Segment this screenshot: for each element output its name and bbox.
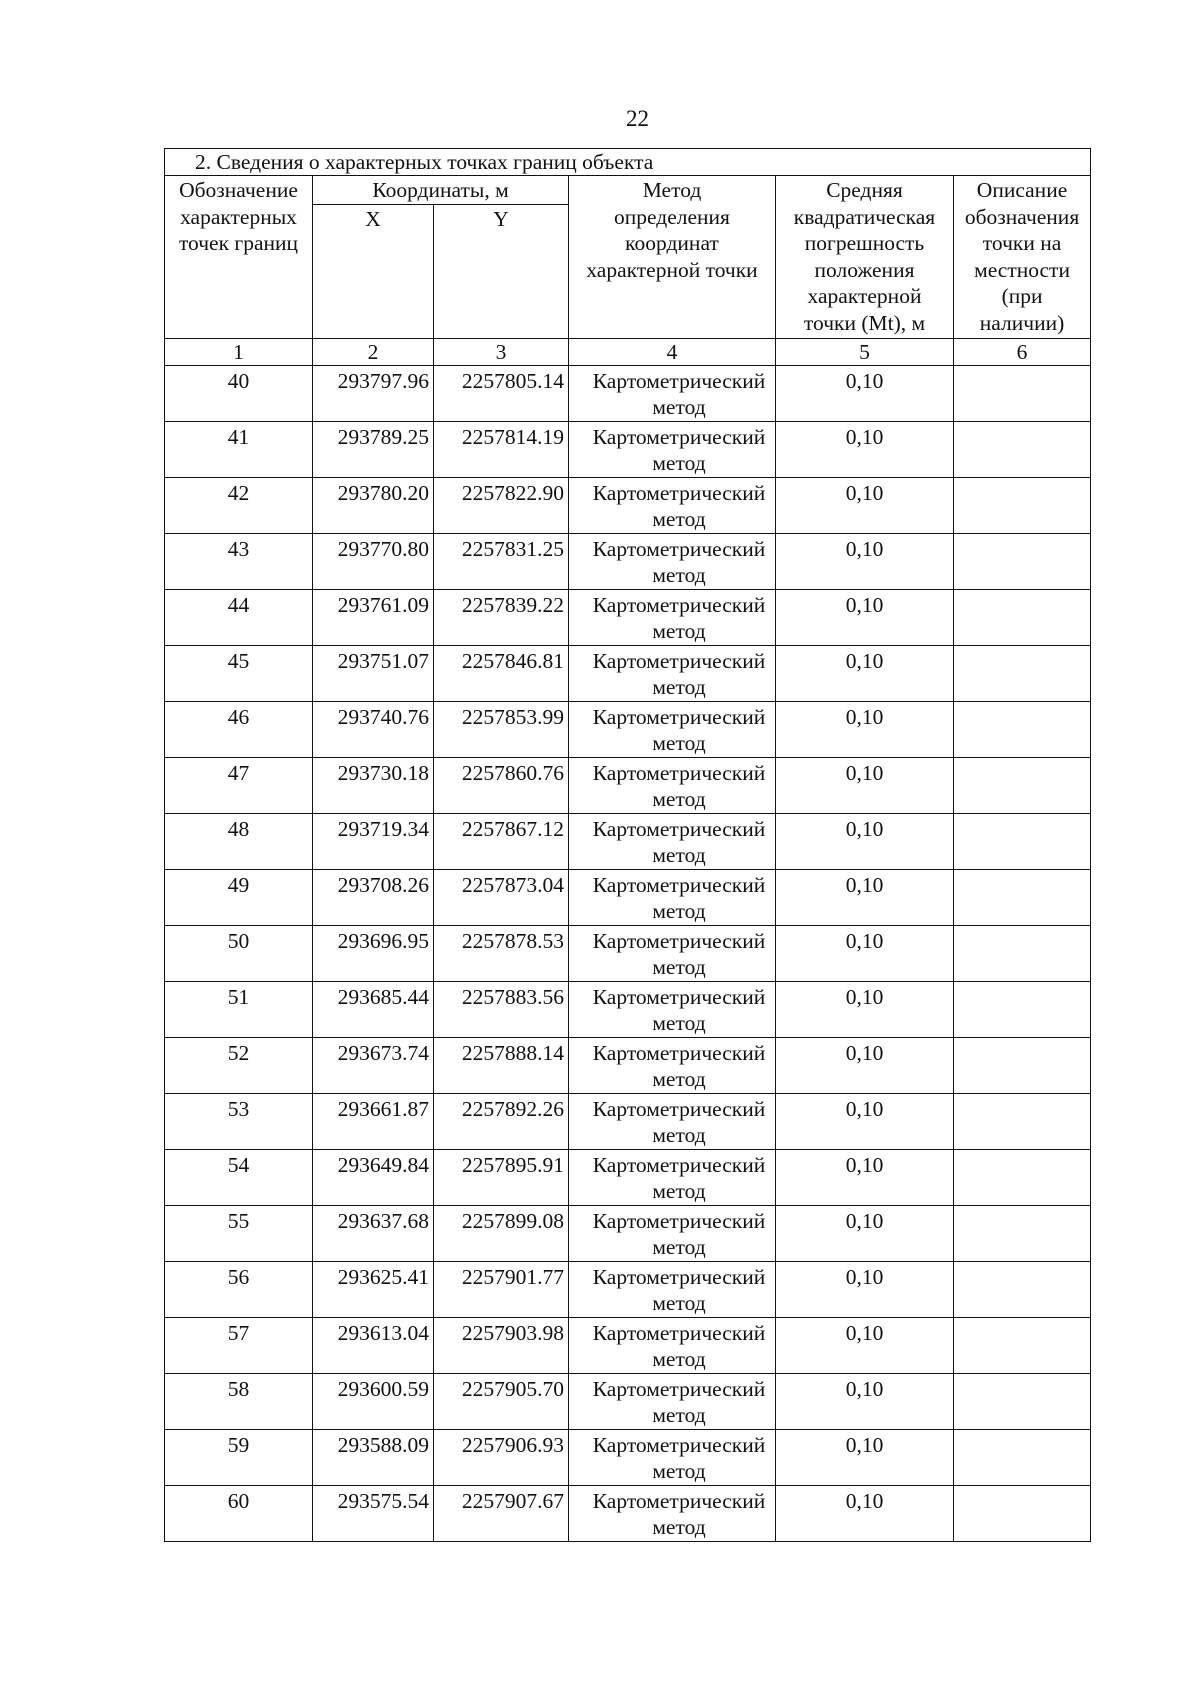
y-coordinate-cell: 2257867.12	[434, 813, 569, 869]
column-number: 4	[569, 338, 776, 365]
cell-text-line: местности	[974, 257, 1070, 282]
cell-text-line: метод	[652, 1291, 706, 1315]
cell-text-line: Картометрический	[592, 760, 766, 785]
y-coordinate-cell: 2257892.26	[434, 1093, 569, 1149]
x-coordinate-cell: 293770.80	[313, 533, 434, 589]
cell-text-line: Картометрический	[592, 1488, 766, 1513]
cell-text-line: Картометрический	[592, 872, 766, 897]
accuracy-cell: 0,10	[776, 477, 954, 533]
column-numbers-row	[165, 338, 1091, 365]
cell-text-line: характерной	[807, 284, 922, 308]
accuracy-cell: 0,10	[776, 757, 954, 813]
x-coordinate-cell: 293708.26	[313, 869, 434, 925]
table-row	[165, 1037, 1091, 1093]
cell-text-line: точки на	[982, 231, 1062, 255]
accuracy-cell: 0,10	[776, 1429, 954, 1485]
x-coordinate-cell: 293685.44	[313, 981, 434, 1037]
method-cell	[569, 477, 776, 533]
method-cell	[569, 421, 776, 477]
table-row	[165, 421, 1091, 477]
description-cell	[954, 1205, 1091, 1261]
point-id-cell: 47	[165, 757, 313, 813]
column-number: 5	[776, 338, 954, 365]
method-cell	[569, 701, 776, 757]
point-id-cell: 46	[165, 701, 313, 757]
table-row	[165, 981, 1091, 1037]
cell-text-line: Картометрический	[592, 1376, 766, 1401]
x-coordinate-cell: 293730.18	[313, 757, 434, 813]
y-coordinate-cell: 2257839.22	[434, 589, 569, 645]
cell-text-line: Картометрический	[592, 1152, 766, 1177]
description-cell	[954, 1093, 1091, 1149]
table-row	[165, 757, 1091, 813]
method-cell	[569, 1317, 776, 1373]
x-coordinate-cell: 293600.59	[313, 1373, 434, 1429]
method-cell	[569, 1037, 776, 1093]
cell-text-line: метод	[652, 507, 706, 531]
column-number: 3	[434, 338, 569, 365]
y-coordinate-cell: 2257873.04	[434, 869, 569, 925]
description-cell	[954, 1317, 1091, 1373]
y-coordinate-cell: 2257831.25	[434, 533, 569, 589]
cell-text-line: метод	[652, 451, 706, 475]
method-cell	[569, 869, 776, 925]
method-cell	[569, 365, 776, 421]
cell-text-line: Метод	[642, 178, 702, 202]
y-coordinate-cell: 2257903.98	[434, 1317, 569, 1373]
y-coordinate-cell: 2257814.19	[434, 421, 569, 477]
method-cell	[569, 1373, 776, 1429]
description-cell	[954, 1149, 1091, 1205]
cell-text-line: метод	[652, 619, 706, 643]
y-coordinate-cell: 2257878.53	[434, 925, 569, 981]
x-coordinate-cell: 293625.41	[313, 1261, 434, 1317]
table-row	[165, 1205, 1091, 1261]
accuracy-cell: 0,10	[776, 925, 954, 981]
accuracy-cell: 0,10	[776, 1205, 954, 1261]
cell-text-line: метод	[652, 1011, 706, 1035]
y-coordinate-cell: 2257906.93	[434, 1429, 569, 1485]
description-cell	[954, 1485, 1091, 1541]
table-row	[165, 365, 1091, 421]
y-coordinate-cell: 2257907.67	[434, 1485, 569, 1541]
cell-text-line: метод	[652, 395, 706, 419]
cell-text-line: метод	[652, 1067, 706, 1091]
cell-text-line: Обозначение	[179, 178, 298, 202]
x-coordinate-cell: 293575.54	[313, 1485, 434, 1541]
description-cell	[954, 477, 1091, 533]
table-row	[165, 1317, 1091, 1373]
point-id-cell: 55	[165, 1205, 313, 1261]
point-id-cell: 49	[165, 869, 313, 925]
cell-text-line: метод	[652, 731, 706, 755]
cell-text-line: Картометрический	[592, 1208, 766, 1233]
method-cell	[569, 1093, 776, 1149]
method-cell	[569, 533, 776, 589]
x-coordinate-cell: 293673.74	[313, 1037, 434, 1093]
x-coordinate-cell: 293613.04	[313, 1317, 434, 1373]
description-cell	[954, 1261, 1091, 1317]
cell-text-line: обозначения	[964, 204, 1080, 229]
description-cell	[954, 1429, 1091, 1485]
table-row	[165, 925, 1091, 981]
accuracy-cell: 0,10	[776, 1373, 954, 1429]
column-number: 1	[165, 338, 313, 365]
cell-text-line: Картометрический	[592, 704, 766, 729]
method-cell	[569, 925, 776, 981]
cell-text-line: Картометрический	[592, 480, 766, 505]
description-cell	[954, 1037, 1091, 1093]
cell-text-line: метод	[652, 843, 706, 867]
y-coordinate-cell: 2257805.14	[434, 365, 569, 421]
point-id-cell: 42	[165, 477, 313, 533]
cell-text-line: Картометрический	[592, 1432, 766, 1457]
x-coordinate-cell: 293637.68	[313, 1205, 434, 1261]
cell-text-line: Картометрический	[592, 648, 766, 673]
point-id-cell: 52	[165, 1037, 313, 1093]
y-coordinate-cell: 2257905.70	[434, 1373, 569, 1429]
table-row	[165, 1093, 1091, 1149]
y-coordinate-cell: 2257853.99	[434, 701, 569, 757]
point-id-cell: 40	[165, 365, 313, 421]
cell-text-line: наличии)	[979, 310, 1065, 335]
cell-text-line: погрешность	[804, 231, 925, 255]
description-cell	[954, 589, 1091, 645]
header-accuracy	[776, 176, 954, 339]
accuracy-cell: 0,10	[776, 645, 954, 701]
method-cell	[569, 645, 776, 701]
cell-text-line: метод	[652, 955, 706, 979]
cell-text-line: метод	[652, 1235, 706, 1259]
point-id-cell: 41	[165, 421, 313, 477]
method-cell	[569, 813, 776, 869]
cell-text-line: метод	[652, 787, 706, 811]
point-id-cell: 43	[165, 533, 313, 589]
cell-text-line: квадратическая	[793, 204, 936, 229]
point-id-cell: 50	[165, 925, 313, 981]
point-id-cell: 45	[165, 645, 313, 701]
table-row	[165, 477, 1091, 533]
description-cell	[954, 701, 1091, 757]
cell-text-line: Картометрический	[592, 1320, 766, 1345]
description-cell	[954, 1373, 1091, 1429]
cell-text-line: метод	[652, 1403, 706, 1427]
point-id-cell: 44	[165, 589, 313, 645]
table-title-row	[165, 149, 1091, 176]
cell-text-line: Средняя	[826, 178, 903, 202]
boundary-points-table	[164, 148, 1091, 1542]
x-coordinate-cell: 293649.84	[313, 1149, 434, 1205]
cell-text-line: точки (Mt), м	[803, 310, 926, 335]
point-id-cell: 48	[165, 813, 313, 869]
header-description	[954, 176, 1091, 339]
accuracy-cell: 0,10	[776, 1317, 954, 1373]
table-row	[165, 1373, 1091, 1429]
header-method	[569, 176, 776, 339]
description-cell	[954, 645, 1091, 701]
x-coordinate-cell: 293588.09	[313, 1429, 434, 1485]
table-row	[165, 1261, 1091, 1317]
cell-text-line: положения	[814, 257, 915, 282]
cell-text-line: (при	[1001, 284, 1043, 308]
cell-text-line: Картометрический	[592, 1264, 766, 1289]
header-row-1	[165, 176, 1091, 205]
y-coordinate-cell: 2257822.90	[434, 477, 569, 533]
point-id-cell: 51	[165, 981, 313, 1037]
header-y: Y	[434, 204, 569, 338]
cell-text-line: Картометрический	[592, 1096, 766, 1121]
point-id-cell: 59	[165, 1429, 313, 1485]
accuracy-cell: 0,10	[776, 869, 954, 925]
cell-text-line: метод	[652, 1123, 706, 1147]
cell-text-line: метод	[652, 1179, 706, 1203]
method-cell	[569, 981, 776, 1037]
point-id-cell: 56	[165, 1261, 313, 1317]
x-coordinate-cell: 293740.76	[313, 701, 434, 757]
x-coordinate-cell: 293789.25	[313, 421, 434, 477]
accuracy-cell: 0,10	[776, 589, 954, 645]
method-cell	[569, 757, 776, 813]
x-coordinate-cell: 293751.07	[313, 645, 434, 701]
description-cell	[954, 533, 1091, 589]
x-coordinate-cell: 293797.96	[313, 365, 434, 421]
table-row	[165, 533, 1091, 589]
description-cell	[954, 365, 1091, 421]
header-x: X	[313, 204, 434, 338]
cell-text-line: метод	[652, 1459, 706, 1483]
table-title: 2. Сведения о характерных точках границ объекта	[165, 149, 1091, 176]
page-number: 22	[626, 106, 649, 131]
accuracy-cell: 0,10	[776, 813, 954, 869]
accuracy-cell: 0,10	[776, 533, 954, 589]
cell-text-line: Картометрический	[592, 816, 766, 841]
table-row	[165, 869, 1091, 925]
cell-text-line: метод	[652, 1515, 706, 1539]
accuracy-cell: 0,10	[776, 981, 954, 1037]
method-cell	[569, 1485, 776, 1541]
description-cell	[954, 757, 1091, 813]
y-coordinate-cell: 2257846.81	[434, 645, 569, 701]
point-id-cell: 53	[165, 1093, 313, 1149]
y-coordinate-cell: 2257883.56	[434, 981, 569, 1037]
point-id-cell: 57	[165, 1317, 313, 1373]
method-cell	[569, 1149, 776, 1205]
x-coordinate-cell: 293780.20	[313, 477, 434, 533]
cell-text-line: метод	[652, 1347, 706, 1371]
column-number: 6	[954, 338, 1091, 365]
point-id-cell: 60	[165, 1485, 313, 1541]
description-cell	[954, 869, 1091, 925]
method-cell	[569, 1205, 776, 1261]
y-coordinate-cell: 2257895.91	[434, 1149, 569, 1205]
accuracy-cell: 0,10	[776, 365, 954, 421]
accuracy-cell: 0,10	[776, 1261, 954, 1317]
description-cell	[954, 421, 1091, 477]
method-cell	[569, 589, 776, 645]
accuracy-cell: 0,10	[776, 701, 954, 757]
accuracy-cell: 0,10	[776, 1149, 954, 1205]
table-row	[165, 1149, 1091, 1205]
table-row	[165, 589, 1091, 645]
cell-text-line: Картометрический	[592, 536, 766, 561]
table-row	[165, 1485, 1091, 1541]
header-point-designation	[165, 176, 313, 339]
cell-text-line: Описание	[976, 178, 1068, 202]
accuracy-cell: 0,10	[776, 1485, 954, 1541]
table-row	[165, 645, 1091, 701]
x-coordinate-cell: 293719.34	[313, 813, 434, 869]
table-row	[165, 813, 1091, 869]
cell-text-line: точек границ	[178, 231, 299, 255]
cell-text-line: метод	[652, 899, 706, 923]
cell-text-line: характерной точки	[586, 257, 758, 282]
cell-text-line: Картометрический	[592, 592, 766, 617]
y-coordinate-cell: 2257860.76	[434, 757, 569, 813]
cell-text-line: Картометрический	[592, 368, 766, 393]
header-coordinates: Координаты, м	[313, 176, 569, 205]
accuracy-cell: 0,10	[776, 1093, 954, 1149]
x-coordinate-cell: 293761.09	[313, 589, 434, 645]
description-cell	[954, 925, 1091, 981]
cell-text-line: характерных	[180, 204, 297, 229]
x-coordinate-cell: 293661.87	[313, 1093, 434, 1149]
description-cell	[954, 981, 1091, 1037]
cell-text-line: определения	[614, 204, 730, 229]
method-cell	[569, 1429, 776, 1485]
cell-text-line: Картометрический	[592, 928, 766, 953]
method-cell	[569, 1261, 776, 1317]
description-cell	[954, 813, 1091, 869]
y-coordinate-cell: 2257899.08	[434, 1205, 569, 1261]
table-row	[165, 1429, 1091, 1485]
cell-text-line: координат	[625, 231, 719, 255]
accuracy-cell: 0,10	[776, 421, 954, 477]
cell-text-line: метод	[652, 563, 706, 587]
x-coordinate-cell: 293696.95	[313, 925, 434, 981]
cell-text-line: Картометрический	[592, 1040, 766, 1065]
cell-text-line: Картометрический	[592, 424, 766, 449]
y-coordinate-cell: 2257901.77	[434, 1261, 569, 1317]
cell-text-line: метод	[652, 675, 706, 699]
cell-text-line: Картометрический	[592, 984, 766, 1009]
point-id-cell: 58	[165, 1373, 313, 1429]
y-coordinate-cell: 2257888.14	[434, 1037, 569, 1093]
point-id-cell: 54	[165, 1149, 313, 1205]
column-number: 2	[313, 338, 434, 365]
accuracy-cell: 0,10	[776, 1037, 954, 1093]
table-row	[165, 701, 1091, 757]
